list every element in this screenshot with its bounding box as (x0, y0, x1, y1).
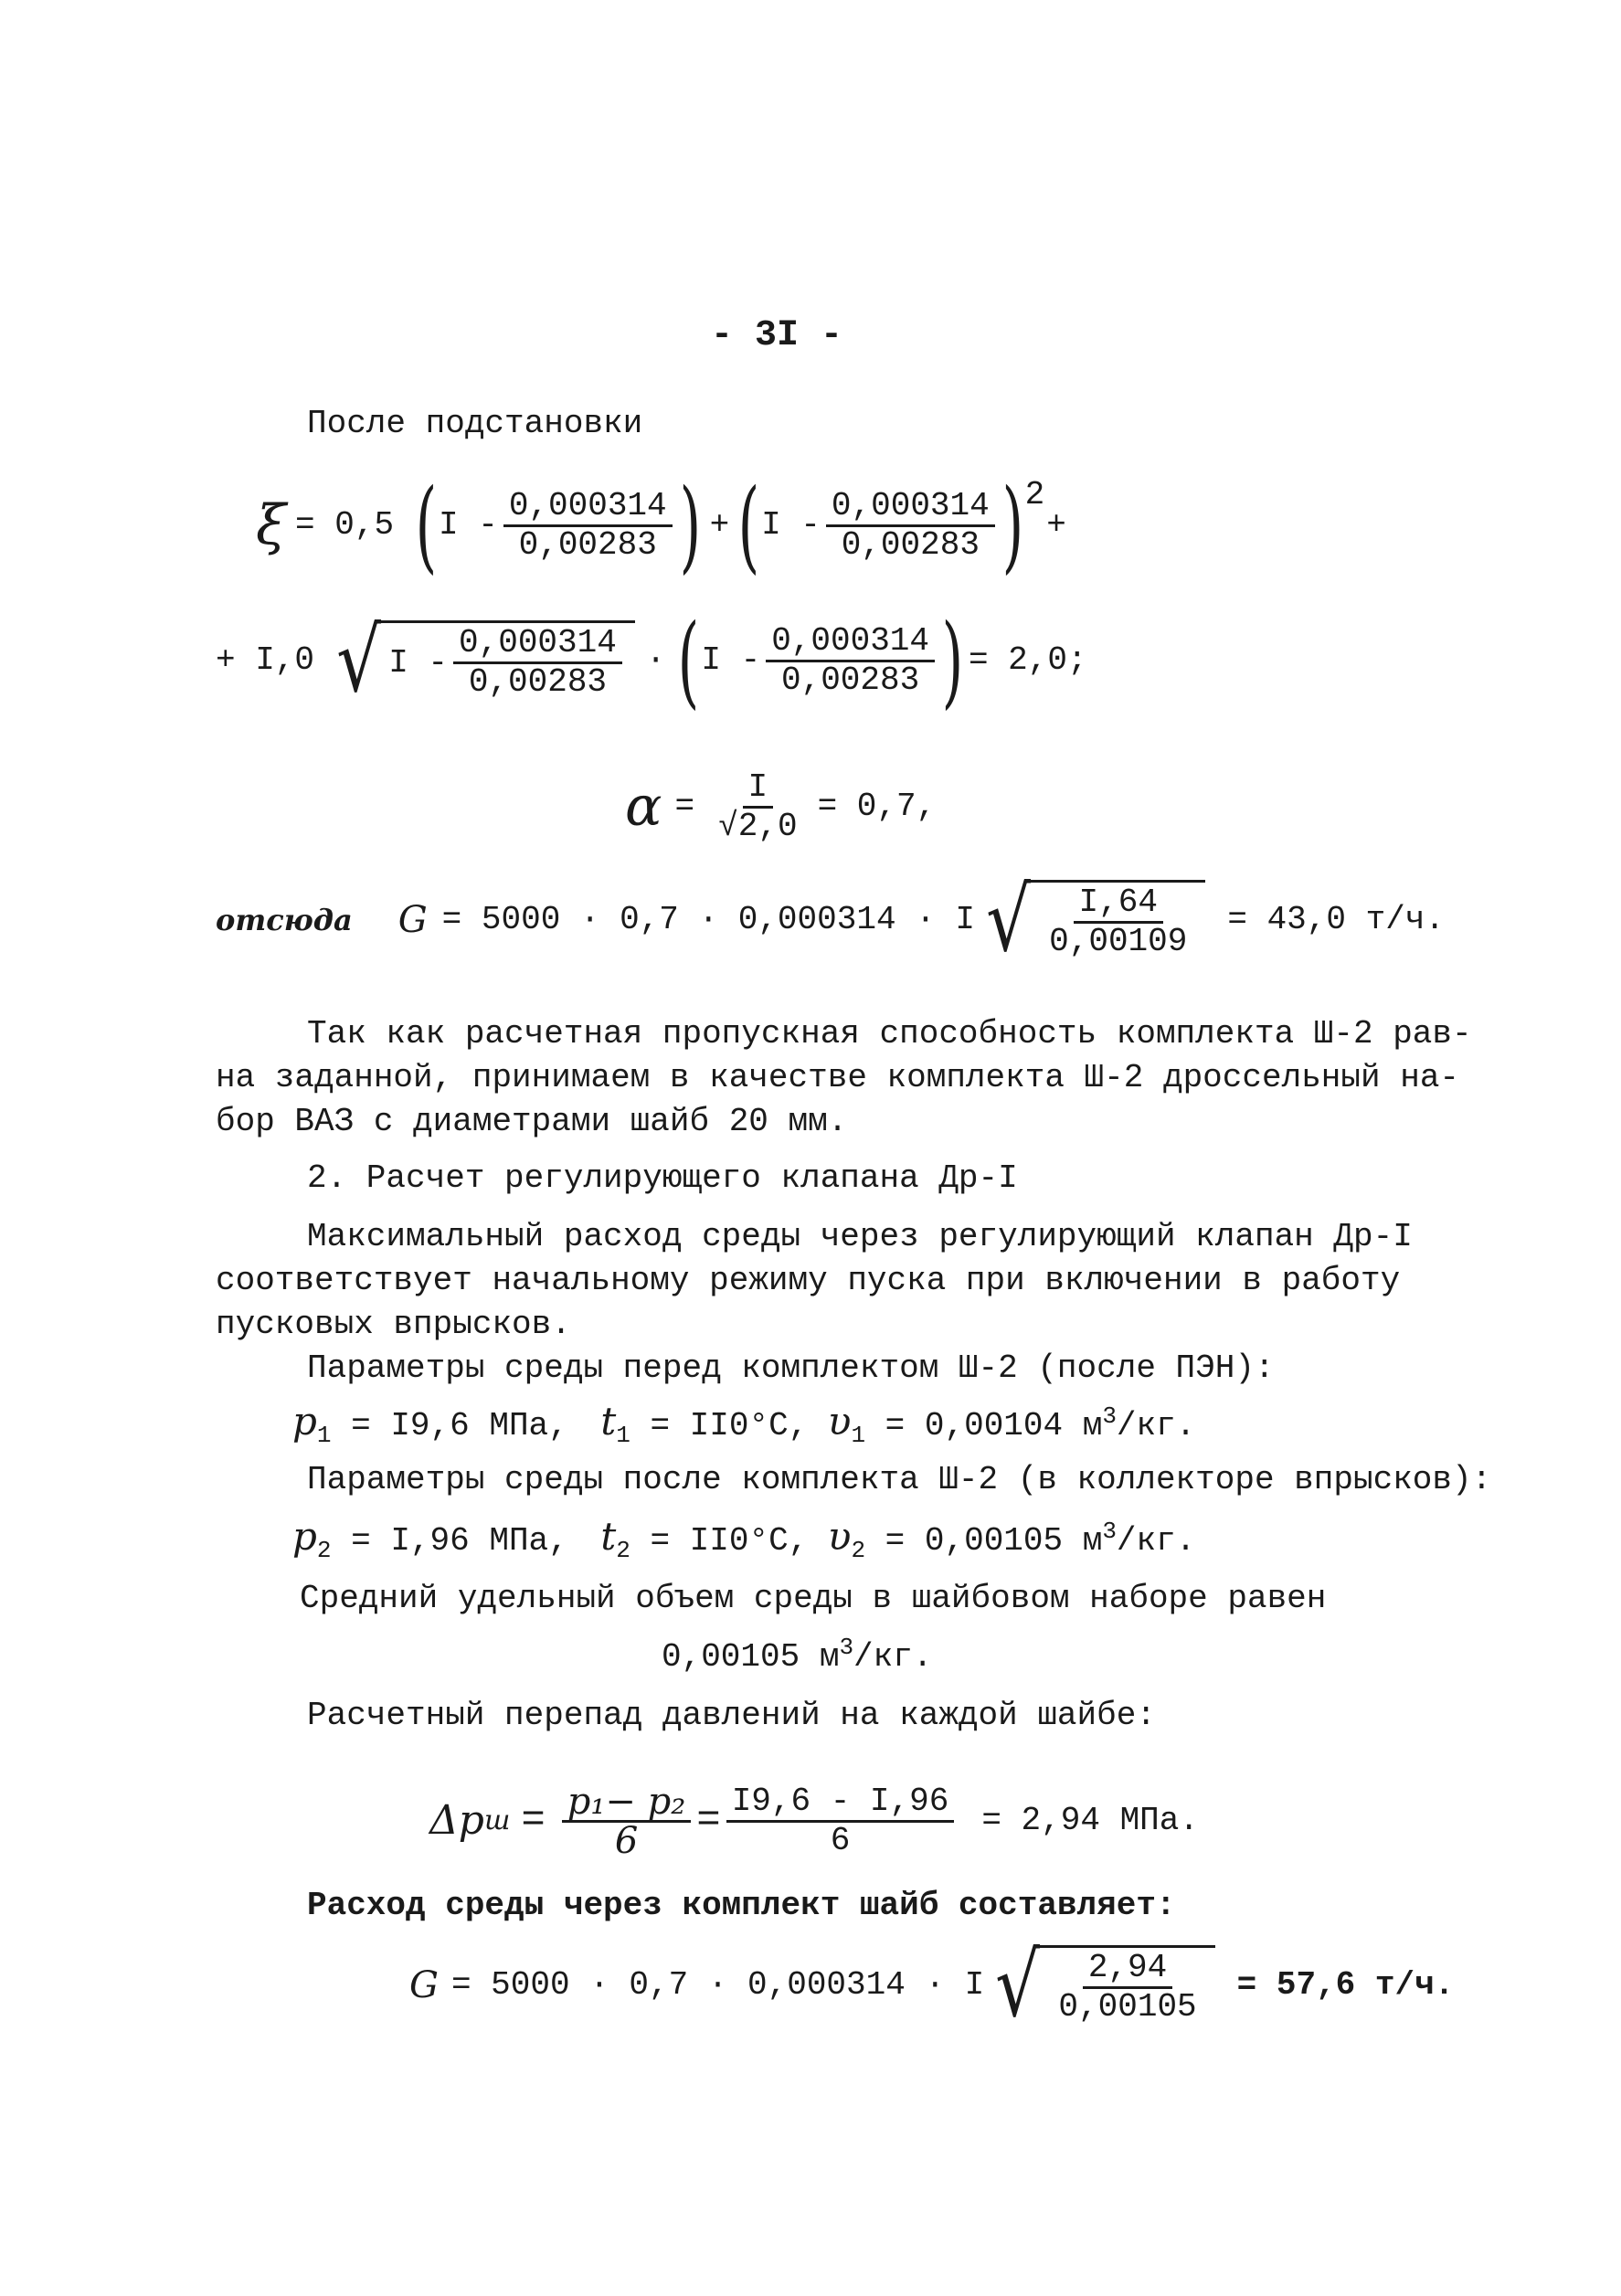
paren-open-3: ( (678, 602, 700, 719)
fraction-dp2 (726, 1783, 955, 1859)
equation-xi (256, 467, 1066, 584)
t-value: = II0°C, (650, 1522, 809, 1560)
v-exp: 3 (1102, 1402, 1117, 1430)
para2-line2: соответствует начальному режиму пуска при включении в работу (216, 1262, 1401, 1299)
otsyuda-word: отсюда (216, 903, 353, 937)
exponent: 2 (1024, 476, 1045, 513)
paren-close-2: ) (1001, 467, 1023, 584)
one-minus-3: I - (701, 641, 761, 679)
t-value: = II0°C, (650, 1407, 809, 1444)
t-sub: 2 (616, 1537, 630, 1565)
numerator-g2: 2,94 (1083, 1950, 1172, 1989)
numerator-4: 0,000314 (766, 623, 935, 662)
one-minus: I - (388, 643, 449, 682)
plus-sign: + (709, 506, 730, 544)
numerator: 0,000314 (503, 488, 673, 527)
coef: = 0,5 (295, 506, 395, 544)
denominator-dp2: 6 (830, 1821, 851, 1859)
equation-g2 (409, 1935, 1454, 2036)
params1-title: Параметры среды перед комплектом Ш-2 (после ПЭН): (307, 1349, 1275, 1387)
params2-title: Параметры среды после комплекта Ш-2 (в коллекторе впрысков): (307, 1461, 1492, 1498)
v-unit: /кг. (1116, 1522, 1196, 1560)
sqrt-term (990, 1934, 1214, 2037)
t-symbol: t (600, 1399, 617, 1444)
avg-exp: 3 (839, 1634, 854, 1661)
paren-open: ( (415, 467, 438, 584)
para2-line1: Максимальный расход среды через регулирующий клапан Др-I (307, 1218, 1413, 1255)
equation-g1 (216, 870, 1445, 970)
radicand (1040, 1945, 1214, 2026)
avg-volume-text: Средний удельный объем среды в шайбовом наборе равен (300, 1580, 1327, 1617)
denominator-alpha: √2,0 (718, 807, 798, 845)
v-value: = 0,00105 м (885, 1522, 1103, 1560)
result: = 0,7, (817, 788, 937, 825)
v-exp: 3 (1102, 1518, 1117, 1545)
numerator-g1: I,64 (1074, 884, 1163, 924)
v-sub: 1 (851, 1422, 866, 1450)
params1-values (292, 1399, 1196, 1450)
fraction-dp1 (562, 1780, 692, 1862)
p-symbol: p (292, 1514, 317, 1559)
v-value: = 0,00104 м (885, 1407, 1103, 1444)
para1-line1: Так как расчетная пропускная способность комплекта Ш-2 рав- (307, 1015, 1472, 1053)
trail-plus: + (1046, 506, 1066, 544)
p-value: = I,96 МПа, (351, 1522, 568, 1560)
xi-symbol: ξ (256, 493, 287, 557)
denominator-2: 0,00283 (841, 525, 980, 564)
avg-volume-value (662, 1634, 933, 1677)
dot: · (645, 641, 666, 679)
numerator-3: 0,000314 (453, 625, 622, 664)
radical-sign: √ (995, 1934, 1041, 2037)
fraction-alpha (713, 769, 802, 845)
radical-sign: √ (986, 869, 1032, 971)
equation-alpha (625, 757, 936, 857)
result: = 2,94 МПа. (981, 1802, 1199, 1839)
p-sub: 2 (316, 1537, 332, 1565)
p-value: = I9,6 МПа, (351, 1407, 568, 1444)
denominator-dp1: 6 (614, 1819, 639, 1862)
result: = 43,0 т/ч. (1227, 901, 1446, 938)
one-minus: I - (439, 506, 498, 544)
den-value: 2,0 (737, 807, 798, 845)
v-symbol: υ (827, 1399, 852, 1444)
denominator-g1: 0,00109 (1049, 923, 1188, 960)
radicand (1031, 880, 1205, 960)
v-symbol: υ (827, 1514, 852, 1559)
fraction-4 (766, 623, 935, 699)
expression: = 5000 · 0,7 · 0,000314 · I (450, 1966, 985, 2004)
g-symbol: G (397, 899, 428, 941)
flow-title: Расход среды через комплект шайб составляет: (307, 1887, 1176, 1924)
denominator-4: 0,00283 (780, 661, 920, 699)
denominator-3: 0,00283 (468, 663, 608, 701)
dp-symbol: Δp (429, 1797, 484, 1844)
denominator: 0,00283 (518, 525, 657, 564)
sqrt-term (980, 869, 1205, 971)
numerator-dp2: I9,6 - I,96 (726, 1783, 955, 1823)
expression: = 5000 · 0,7 · 0,000314 · I (441, 901, 975, 938)
v-sub: 2 (851, 1537, 866, 1565)
result: = 57,6 т/ч. (1236, 1966, 1455, 2004)
fraction-g2 (1053, 1950, 1202, 2026)
equation-sqrt (216, 602, 1087, 719)
radicand (381, 620, 635, 701)
radical-sign: √ (336, 609, 382, 712)
para1-line2: на заданной, принимаем в качестве комплекта Ш-2 дроссельный на- (216, 1059, 1460, 1096)
alpha-symbol: α (625, 775, 662, 839)
t-sub: 1 (616, 1422, 630, 1450)
numerator-2: 0,000314 (826, 488, 995, 527)
para1-line3: бор ВАЗ с диаметрами шайб 20 мм. (216, 1103, 848, 1140)
fraction-1 (503, 488, 673, 564)
fraction-3 (453, 625, 622, 701)
paren-close: ) (679, 467, 701, 584)
avg-value: 0,00105 м (662, 1638, 840, 1676)
fraction-g1 (1044, 884, 1192, 960)
after-substitution-text: После подстановки (307, 405, 643, 442)
denominator-g2: 0,00105 (1058, 1988, 1197, 2026)
fraction-2 (826, 488, 995, 564)
t-symbol: t (600, 1514, 617, 1559)
p-symbol: p (292, 1399, 317, 1444)
equals-2: = (696, 1798, 721, 1844)
g-symbol: G (409, 1964, 439, 2006)
paren-close-3: ) (941, 602, 964, 719)
dp-title: Расчетный перепад давлений на каждой шайбе: (307, 1697, 1156, 1734)
avg-unit: /кг. (853, 1638, 933, 1676)
lead-term: + I,0 (216, 641, 315, 679)
params2-values (292, 1514, 1196, 1565)
section-2-heading: 2. Расчет регулирующего клапана Др-I (307, 1159, 1018, 1197)
para2-line3: пусковых впрысков. (216, 1306, 571, 1343)
page-number: - 3I - (711, 315, 843, 356)
numerator-alpha: I (743, 769, 774, 809)
numerator-dp1: p₁− p₂ (562, 1783, 692, 1823)
equals: = (521, 1798, 546, 1844)
result: = 2,0; (968, 641, 1087, 679)
p-sub: 1 (316, 1422, 332, 1450)
v-unit: /кг. (1116, 1407, 1196, 1444)
one-minus-2: I - (761, 506, 821, 544)
equals: = (674, 788, 695, 825)
equation-dp: Δp ш = $\frac{\text{p₁− p₂}}{6}$ = $\frac{I9,6 - I,96}{6}$ = 2,94 МПа. (429, 1780, 1199, 1862)
sqrt-term (331, 609, 635, 712)
paren-open-2: ( (737, 467, 760, 584)
